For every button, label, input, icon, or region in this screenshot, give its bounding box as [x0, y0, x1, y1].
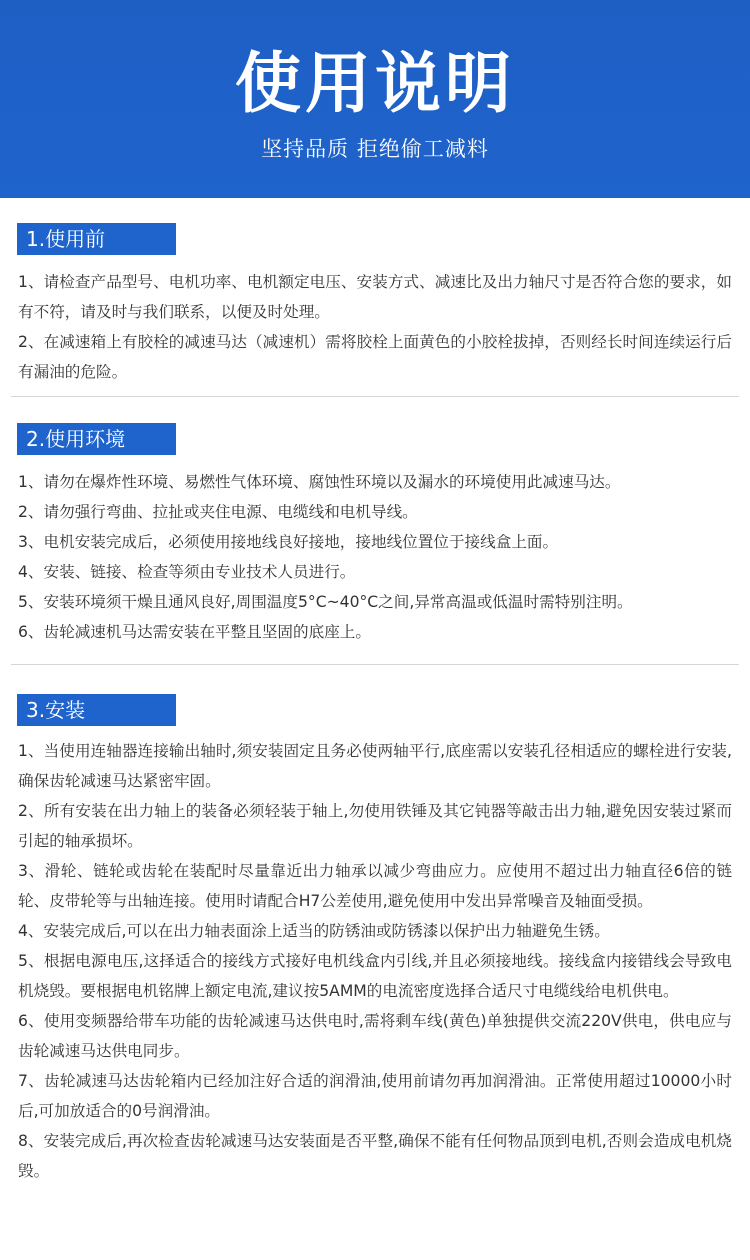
divider: [11, 664, 739, 665]
list-item: 2、在减速箱上有胶栓的减速马达（减速机）需将胶栓上面黄色的小胶栓拔掉，否则经长时间连续运行后有漏油的危险。: [18, 333, 732, 381]
section-heading: 2.使用环境: [17, 423, 176, 455]
divider: [11, 396, 739, 397]
list-item: 8、安装完成后,再次检查齿轮减速马达安装面是否平整,确保不能有任何物品顶到电机,否则会造成电机烧毁。: [18, 1132, 732, 1180]
section-heading: 3.安装: [17, 694, 176, 726]
list-item: 1、请检查产品型号、电机功率、电机额定电压、安装方式、减速比及出力轴尺寸是否符合您的要求，如有不符，请及时与我们联系，以便及时处理。: [18, 273, 732, 321]
page-subtitle: 坚持品质 拒绝偷工减料: [261, 137, 489, 161]
list-item: 2、所有安装在出力轴上的装备必须轻装于轴上,勿使用铁锤及其它钝器等敲击出力轴,避免因安装过紧而引起的轴承损坏。: [18, 802, 732, 850]
header-banner: [0, 0, 750, 198]
section-body: [18, 467, 732, 647]
list-item: 6、使用变频器给带车功能的齿轮减速马达供电时,需将剩车线(黄色)单独提供交流220V供电，供电应与齿轮减速马达供电同步。: [18, 1012, 732, 1060]
list-item: 1、请勿在爆炸性环境、易燃性气体环境、腐蚀性环境以及漏水的环境使用此减速马达。: [18, 473, 621, 491]
list-item: 5、根据电源电压,这择适合的接线方式接好电机线盒内引线,并且必须接地线。接线盒内接错线会导致电机烧毁。要根据电机铭牌上额定电流,建议按5AMM的电流密度选择合适尺寸电缆线给电机供电。: [18, 952, 732, 1000]
section-body: [18, 267, 732, 387]
list-item: 7、齿轮减速马达齿轮箱内已经加注好合适的润滑油,使用前请勿再加润滑油。正常使用超过10000小时后,可加放适合的0号润滑油。: [18, 1072, 732, 1120]
list-item: 4、安装完成后,可以在出力轴表面涂上适当的防锈油或防锈漆以保护出力轴避免生锈。: [18, 922, 610, 940]
page-title: 使用说明: [235, 45, 515, 122]
list-item: 4、安装、链接、检查等须由专业技术人员进行。: [18, 563, 356, 581]
list-item: 2、请勿强行弯曲、拉扯或夹住电源、电缆线和电机导线。: [18, 503, 418, 521]
list-item: 1、当使用连轴器连接输出轴时,须安装固定且务必使两轴平行,底座需以安装孔径相适应的螺栓进行安装,确保齿轮减速马达紧密牢固。: [18, 742, 732, 790]
section-body: [18, 736, 732, 1186]
list-item: 3、滑轮、链轮或齿轮在装配时尽量靠近出力轴承以减少弯曲应力。应使用不超过出力轴直径6倍的链轮、皮带轮等与出轴连接。使用时请配合H7公差使用,避免使用中发出异常噪音及轴面受损。: [18, 862, 732, 910]
list-item: 6、齿轮减速机马达需安装在平整且坚固的底座上。: [18, 623, 371, 641]
section-heading: 1.使用前: [17, 223, 176, 255]
list-item: 3、电机安装完成后，必须使用接地线良好接地，接地线位置位于接线盒上面。: [18, 533, 559, 551]
list-item: 5、安装环境须干燥且通风良好,周围温度5°C~40°C之间,异常高温或低温时需特别注明。: [18, 593, 633, 611]
